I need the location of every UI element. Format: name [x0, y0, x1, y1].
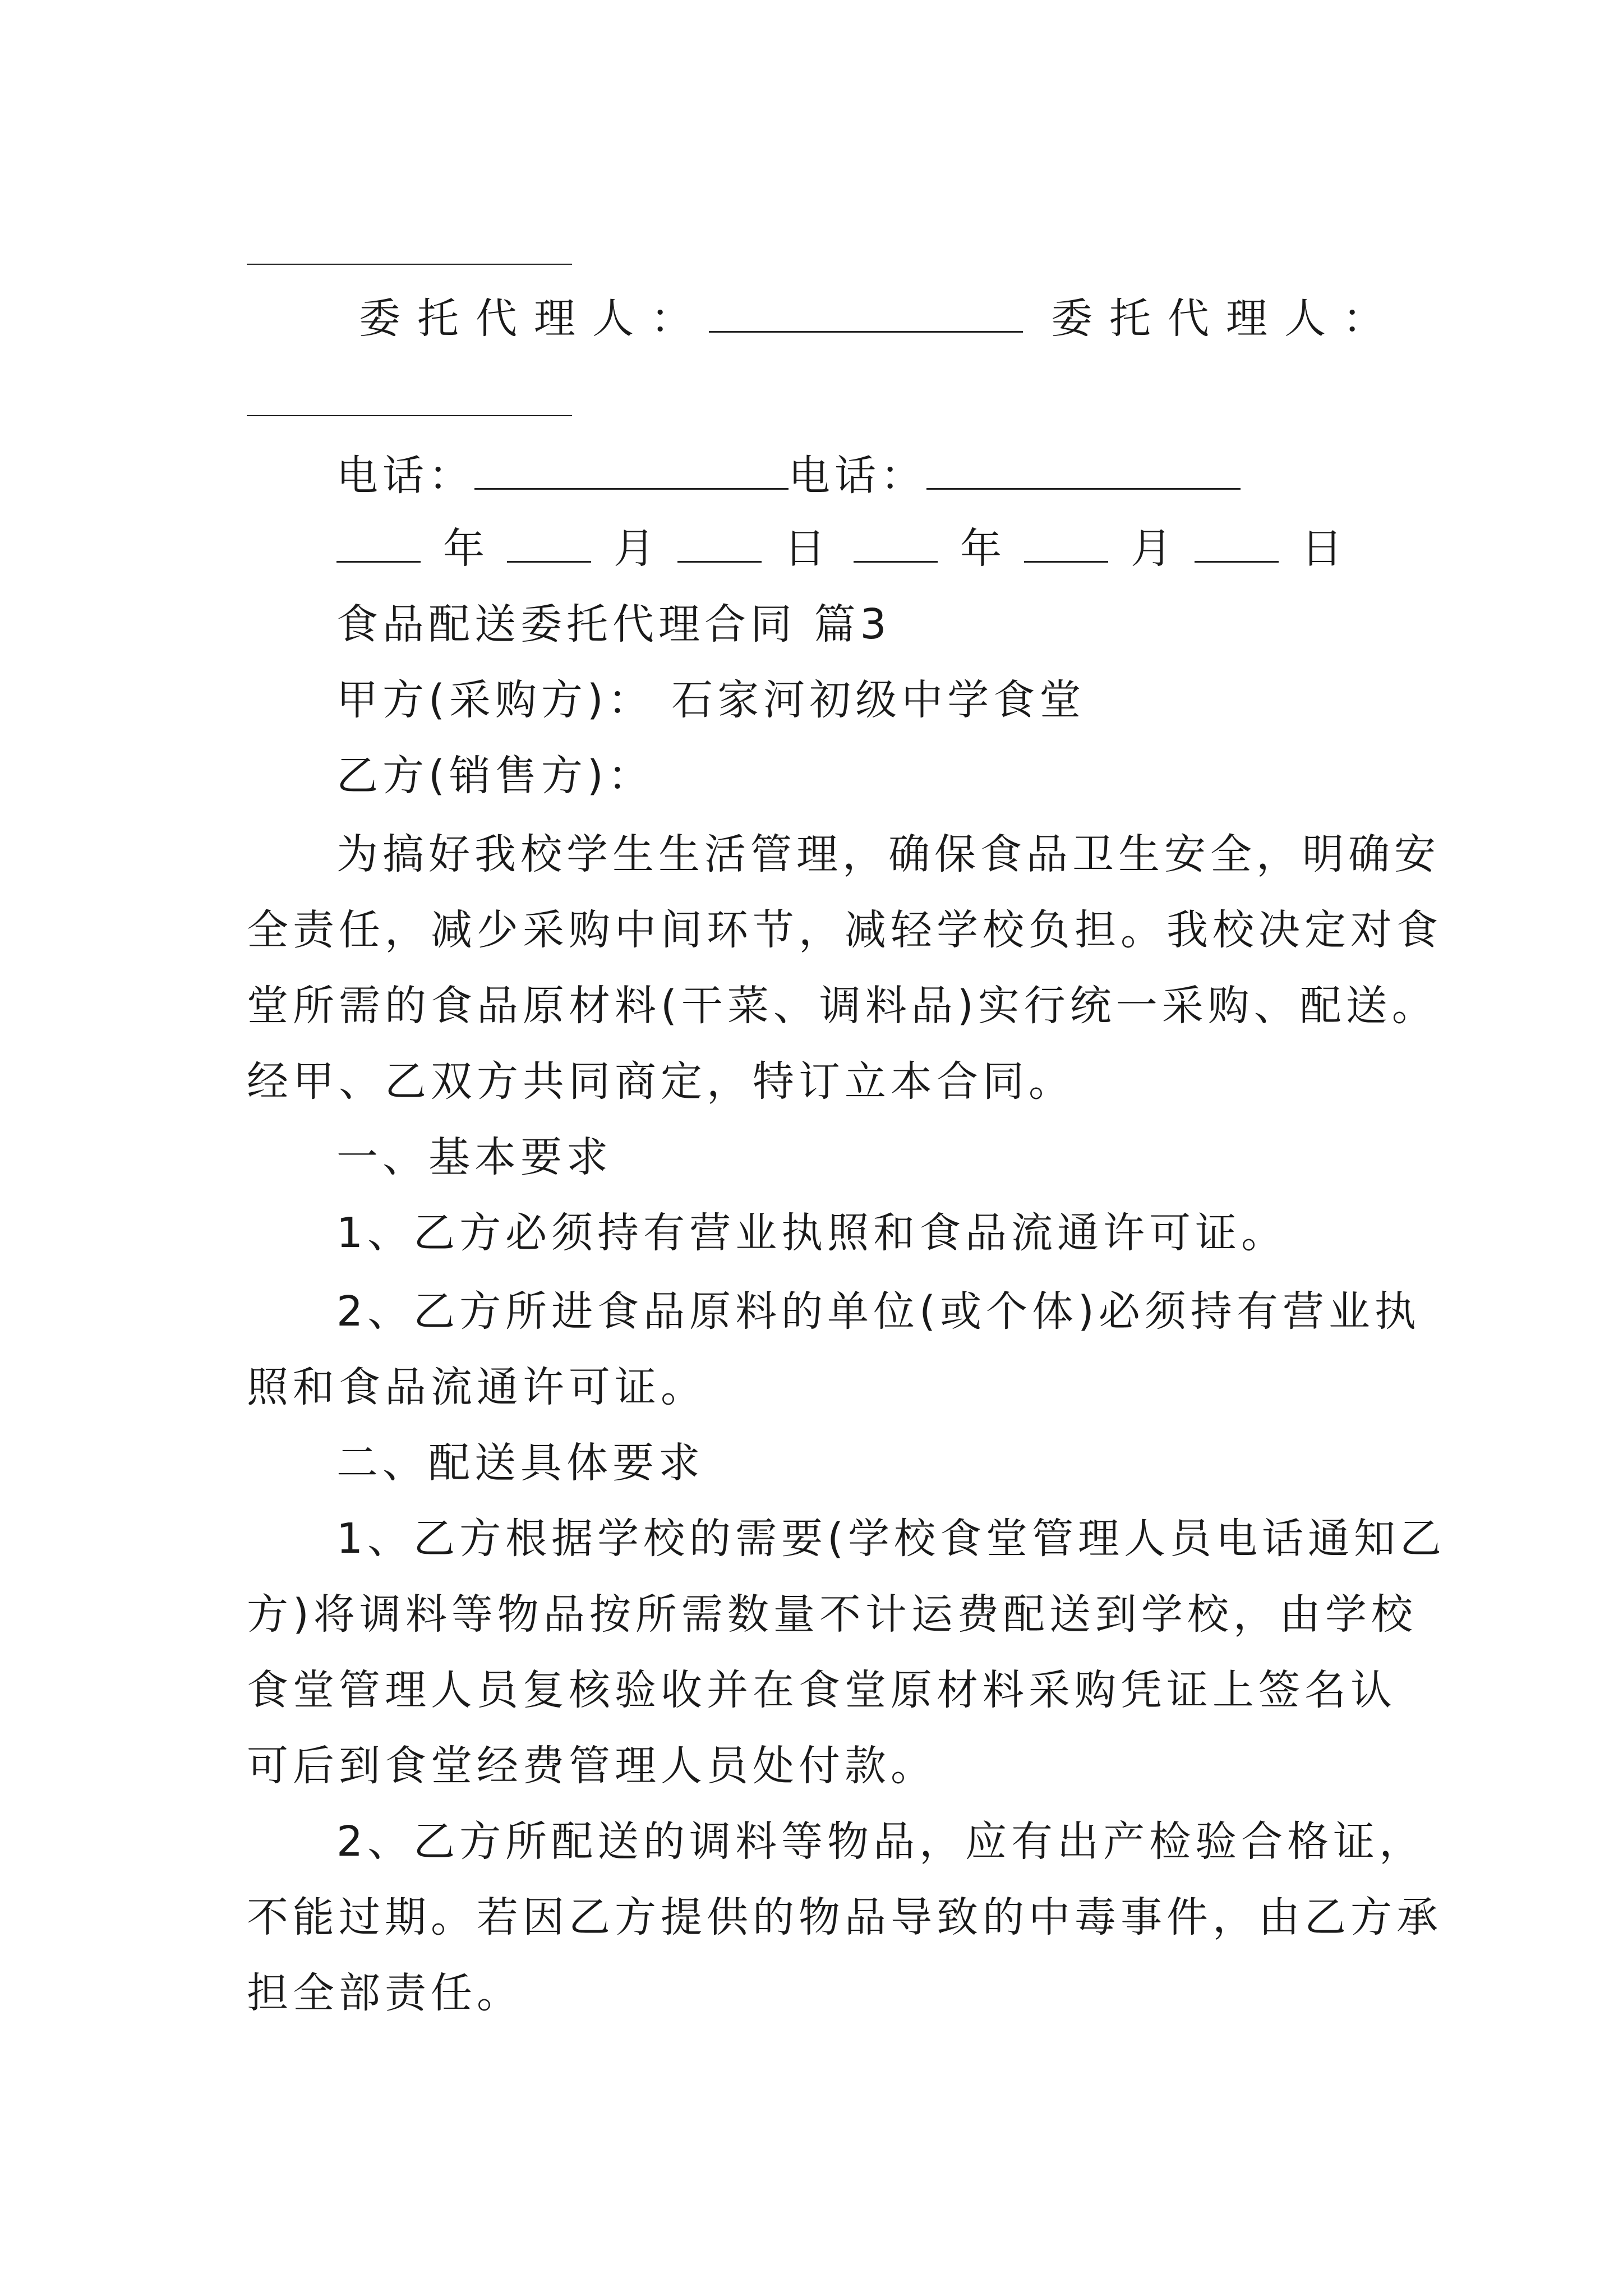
preamble-line: 为搞好我校学生生活管理，确保食品卫生安全，明确安	[336, 830, 1440, 878]
day-label-2: 日	[1301, 524, 1343, 573]
agent-label-right: 委托代理人：	[1051, 295, 1401, 343]
day-blank	[677, 522, 762, 563]
agent-blank-left	[709, 292, 1023, 333]
section2-item1-line: 1、乙方根据学校的需要(学校食堂管理人员电话通知乙	[336, 1515, 1446, 1563]
party-a: 甲方(采购方)： 石家河初级中学食堂	[336, 676, 1086, 724]
month-blank	[507, 522, 591, 563]
phone-label-right: 电话：	[789, 452, 926, 500]
preamble-line: 全责任，减少采购中间环节，减轻学校负担。我校决定对食	[247, 906, 1442, 954]
phone-row	[336, 449, 1241, 503]
year-label-2: 年	[960, 524, 1002, 573]
preamble-line: 堂所需的食品原材料(干菜、调料品)实行统一采购、配送。	[247, 982, 1438, 1030]
phone-blank-left	[474, 449, 789, 490]
section1-item2-line: 2、乙方所进食品原料的单位(或个体)必须持有营业执	[336, 1287, 1421, 1336]
section2-item2-line: 2、乙方所配送的调料等物品，应有出产检验合格证，	[336, 1818, 1426, 1866]
section1-heading: 一、基本要求	[336, 1133, 612, 1181]
day-label: 日	[784, 524, 826, 573]
section2-item1-line: 方)将调料等物品按所需数量不计运费配送到学校，由学校	[247, 1590, 1417, 1639]
phone-label-left: 电话：	[336, 452, 474, 500]
section2-heading: 二、配送具体要求	[336, 1439, 704, 1487]
signature-blank-line	[247, 264, 572, 265]
section2-item1-line: 可后到食堂经费管理人员处付款。	[247, 1742, 937, 1790]
year-blank-2	[854, 522, 938, 563]
year-blank	[336, 522, 421, 563]
section1-item1: 1、乙方必须持有营业执照和食品流通许可证。	[336, 1209, 1288, 1257]
party-b: 乙方(销售方)：	[336, 752, 654, 800]
month-label: 月	[614, 524, 655, 573]
section2-item2-line: 担全部责任。	[247, 1969, 523, 2017]
section2-item2-line: 不能过期。若因乙方提供的物品导致的中毒事件，由乙方承	[247, 1893, 1442, 1941]
contract-title: 食品配送委托代理合同 篇3	[336, 600, 891, 648]
section2-item1-line: 食堂管理人员复核验收并在食堂原材料采购凭证上签名认	[247, 1666, 1396, 1714]
agent-label-left: 委托代理人：	[359, 295, 709, 343]
month-blank-2	[1024, 522, 1108, 563]
day-blank-2	[1195, 522, 1279, 563]
date-row	[336, 522, 1343, 576]
phone-blank-right	[926, 449, 1241, 490]
agent-row	[359, 292, 1401, 346]
year-label: 年	[443, 524, 485, 573]
agent-blank-right-line	[247, 415, 572, 416]
section1-item2-line: 照和食品流通许可证。	[247, 1363, 707, 1411]
preamble-line: 经甲、乙双方共同商定，特订立本合同。	[247, 1057, 1075, 1106]
month-label-2: 月	[1131, 524, 1172, 573]
